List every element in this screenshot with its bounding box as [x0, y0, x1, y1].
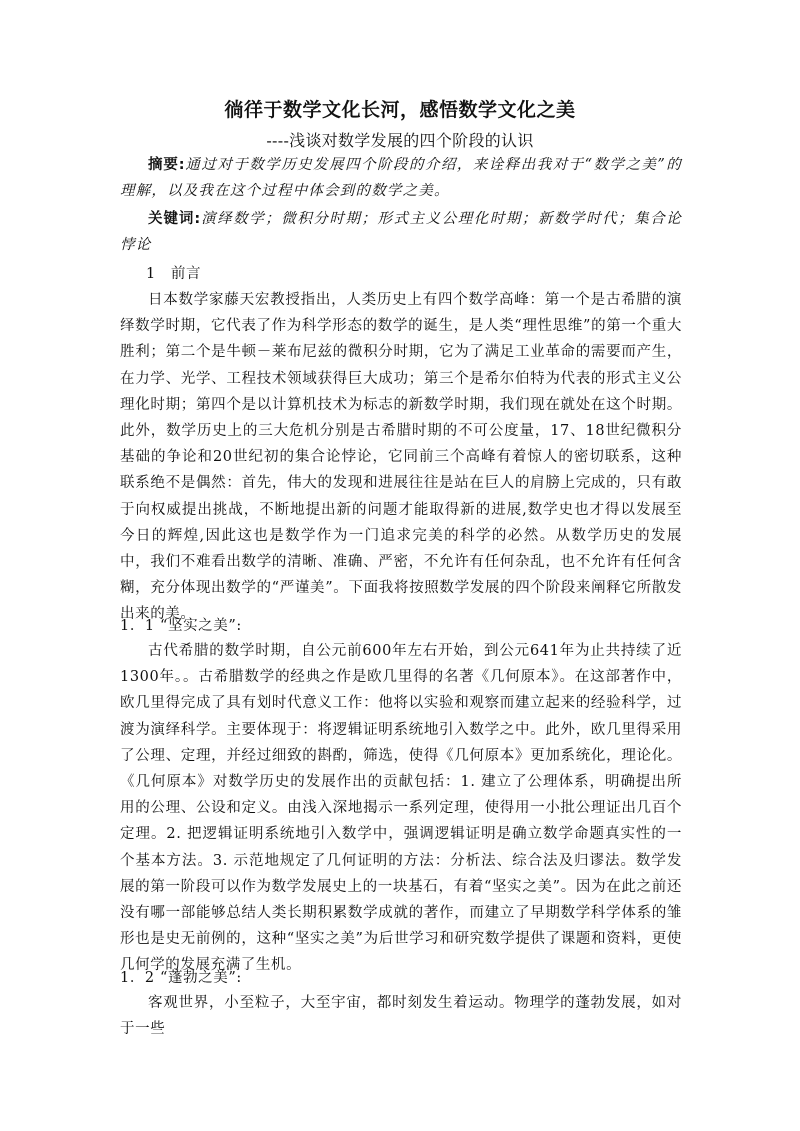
keywords — [120, 206, 682, 258]
keywords-label: 关键词: — [148, 211, 201, 227]
section-1-heading: 1 前言 — [146, 266, 202, 282]
section-1-2-paragraph: 客观世界，小至粒子，大至宇宙，都时刻发生着运动。物理学的蓬勃发展，如对于一些 — [120, 995, 682, 1038]
abstract-label: 摘要: — [148, 157, 186, 173]
document-title: 徜徉于数学文化长河，感悟数学文化之美 — [224, 99, 576, 121]
abstract — [120, 152, 682, 204]
section-1-2-heading: 1．2 “蓬勃之美”: — [120, 970, 242, 986]
abstract-text: 通过对于数学历史发展四个阶段的介绍，来诠释出我对于“数学之美”的理解，以及我在这个过程中体会到的数学之美。 — [120, 157, 682, 200]
section-1-2-body — [120, 990, 682, 1042]
document-subtitle: ----浅谈对数学发展的四个阶段的认识 — [266, 131, 534, 150]
section-1-1-paragraph: 古代希腊的数学时期，自公元前600年左右开始，到公元641年为止共持续了近1300年。。古希腊数学的经典之作是欧几里得的名著《几何原本》。在这部著作中，欧几里得完成了具有划时代意义工作：他将以实验和观察而建立起来的经验科学，过渡为演绎科学。主要体现于：将逻辑证明系统地引入数学之中。此外，欧几里得采用了公理、定理，并经过细致的斟酌，筛选，使得《几何原本》更加系统化，理论化。《几何原本》对数学历史的发展作出的贡献包括：1. 建立了公理体系，明确提出所用的公理、公设和定义。由浅入深地揭示一系列定理，使得用一小批公理证出几百个定理。2. 把逻辑证明系统地引入数学中，强调逻辑证明是确立数学命题真实性的一个基本方法。3. 示范地规定了几何证明的方法：分析法、综合法及归谬法。数学发展的第一阶段可以作为数学发展史上的一块基石，有着“坚实之美”。因为在此之前还没有哪一部能够总结人类长期积累数学成就的著作，而建立了早期数学科学体系的雏形也是史无前例的，这种“坚实之美”为后世学习和研究数学提供了课题和资料，更使几何学的发展充满了生机。 — [120, 643, 682, 974]
section-1-1-heading: 1．1 “坚实之美”: — [120, 618, 242, 634]
keywords-text: 演绎数学；微积分时期；形式主义公理化时期；新数学时代；集合论悖论 — [120, 211, 683, 254]
section-1-1-body — [120, 638, 682, 979]
section-1-body — [120, 287, 682, 628]
section-1-paragraph: 日本数学家藤天宏教授指出，人类历史上有四个数学高峰：第一个是古希腊的演绎数学时期，它代表了作为科学形态的数学的诞生，是人类“理性思维”的第一个重大胜利；第二个是牛顿－莱布尼兹的微积分时期，它为了满足工业革命的需要而产生，在力学、光学、工程技术领域获得巨大成功；第三个是希尔伯特为代表的形式主义公理化时期；第四个是以计算机技术为标志的新数学时期，我们现在就处在这个时期。此外，数学历史上的三大危机分别是古希腊时期的不可公度量，17、18世纪微积分基础的争论和20世纪初的集合论悖论，它同前三个高峰有着惊人的密切联系，这种联系绝不是偶然：首先，伟大的发现和进展往往是站在巨人的肩膀上完成的，只有敢于向权威提出挑战，不断地提出新的问题才能取得新的进展,数学史也才得以发展至今日的辉煌,因此这也是数学作为一门追求完美的科学的必然。从数学历史的发展中，我们不难看出数学的清晰、准确、严密，不允许有任何杂乱，也不允许有任何含糊，充分体现出数学的“严谨美”。下面我将按照数学发展的四个阶段来阐释它所散发出来的美。 — [120, 292, 682, 623]
